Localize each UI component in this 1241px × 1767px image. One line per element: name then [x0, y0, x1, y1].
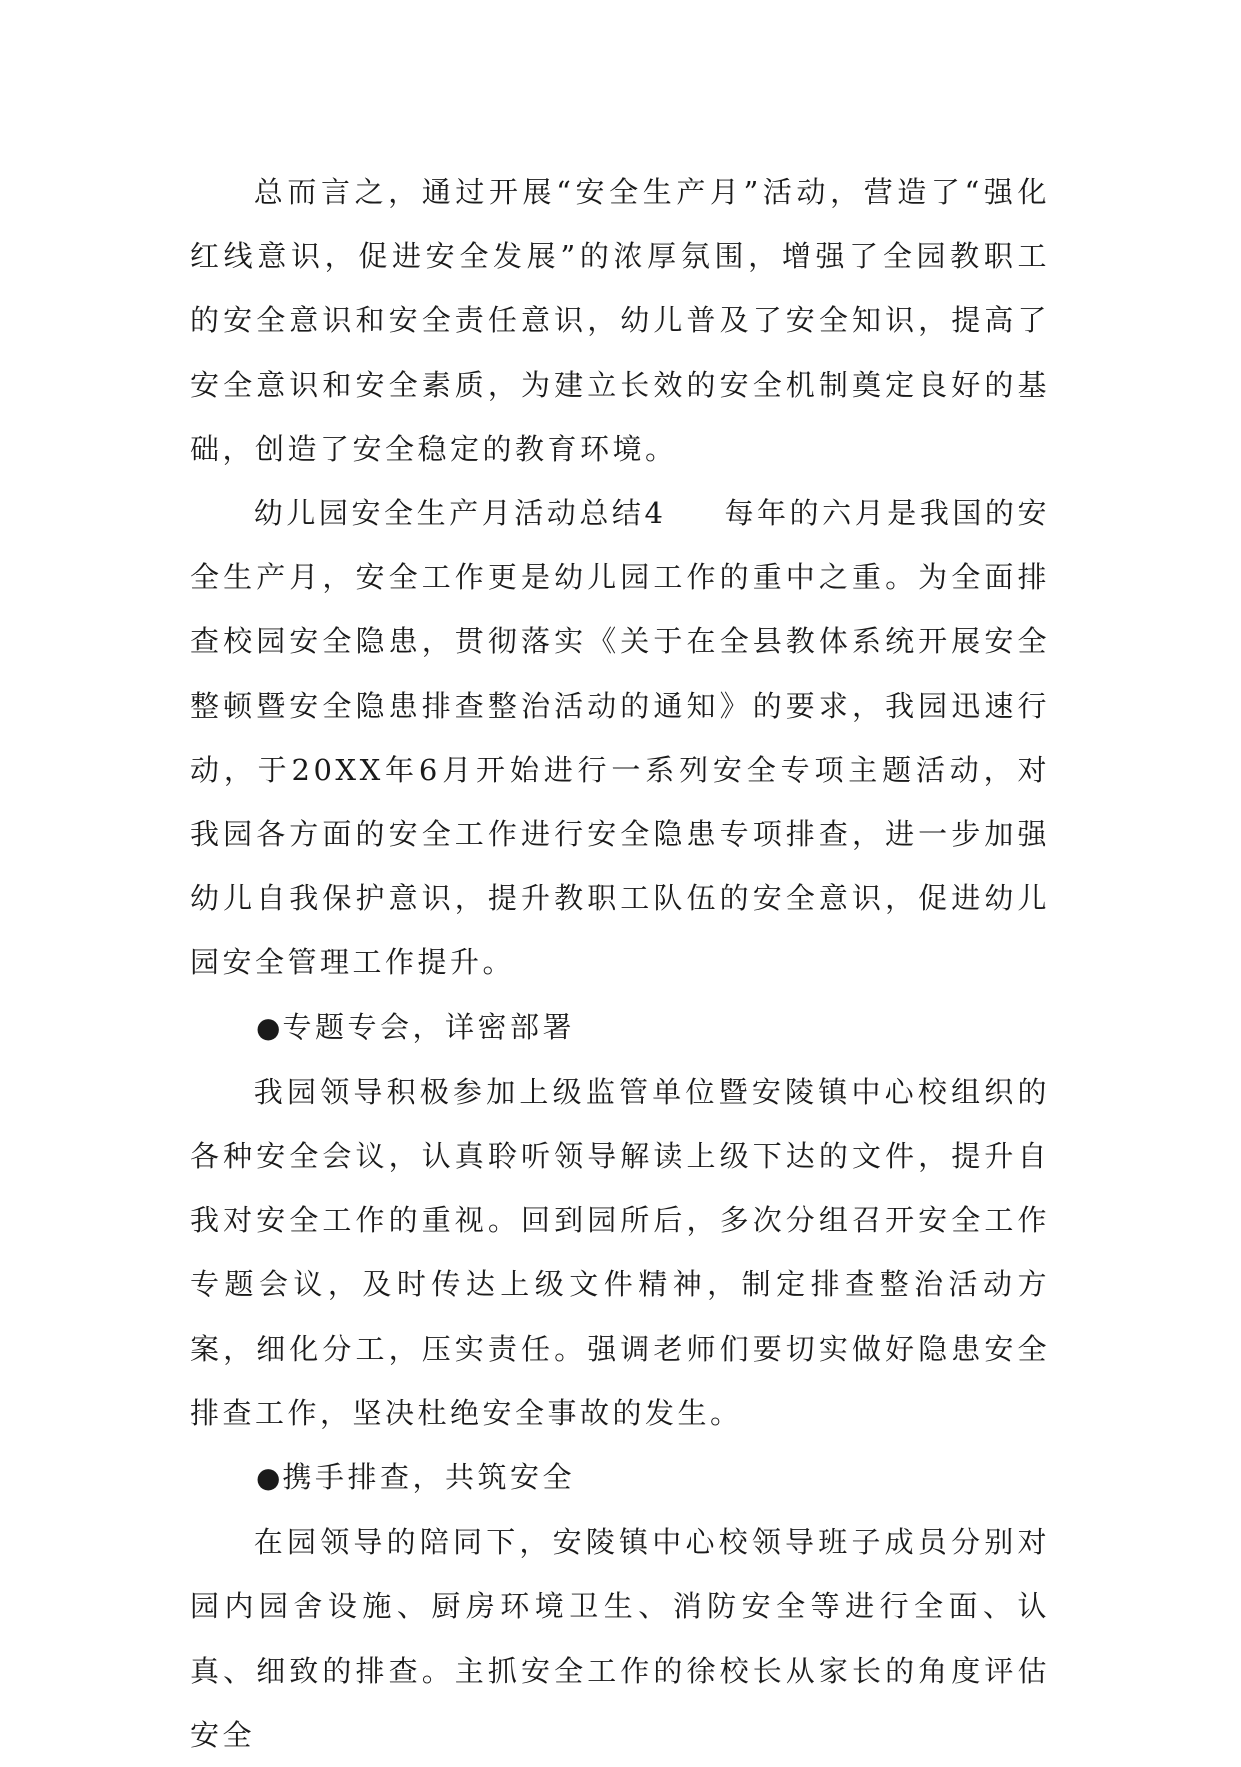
paragraph-section-4 [190, 481, 1050, 995]
subheading-inspection-text: 携手排查，共筑安全 [282, 1460, 575, 1495]
section-title: 幼儿园安全生产月活动总结4 [253, 496, 667, 531]
bullet-dot-icon: ● [256, 1010, 281, 1044]
bullet-dot-icon: ● [256, 1461, 281, 1495]
paragraph-inspection: 在园领导的陪同下，安陵镇中心校领导班子成员分别对园内园舍设施、厨房环境卫生、消防安全等进行全面、认真、细致的排查。主抓安全工作的徐校长从家长的角度评估安全 [190, 1525, 1050, 1752]
subheading-inspection [190, 1445, 1050, 1510]
subheading-meetings-text: 专题专会，详密部署 [282, 1009, 575, 1044]
paragraph-meetings: 我园领导积极参加上级监管单位暨安陵镇中心校组织的各种安全会议，认真聆听领导解读上级下达的文件，提升自我对安全工作的重视。回到园所后，多次分组召开安全工作专题会议，及时传达上级文件精神，制定排查整治活动方案，细化分工，压实责任。强调老师们要切实做好隐患安全排查工作，坚决杜绝安全事故的发生。 [190, 1074, 1050, 1430]
document-body [190, 160, 1050, 1767]
section-intro-text: 每年的六月是我国的安全生产月，安全工作更是幼儿园工作的重中之重。为全面排查校园安全隐患，贯彻落实《关于在全县教体系统开展安全整顿暨安全隐患排查整治活动的通知》的要求，我园迅速行动，于20XX年6月开始进行一系列安全专项主题活动，对我园各方面的安全工作进行安全隐患专项排查，进一步加强幼儿自我保护意识，提升教职工队伍的安全意识，促进幼儿园安全管理工作提升。 [190, 496, 1050, 980]
subheading-meetings [190, 995, 1050, 1060]
paragraph-summary: 总而言之，通过开展“安全生产月”活动，营造了“强化红线意识，促进安全发展”的浓厚氛围，增强了全园教职工的安全意识和安全责任意识，幼儿普及了安全知识，提高了安全意识和安全素质，为建立长效的安全机制奠定良好的基础，创造了安全稳定的教育环境。 [190, 175, 1050, 466]
